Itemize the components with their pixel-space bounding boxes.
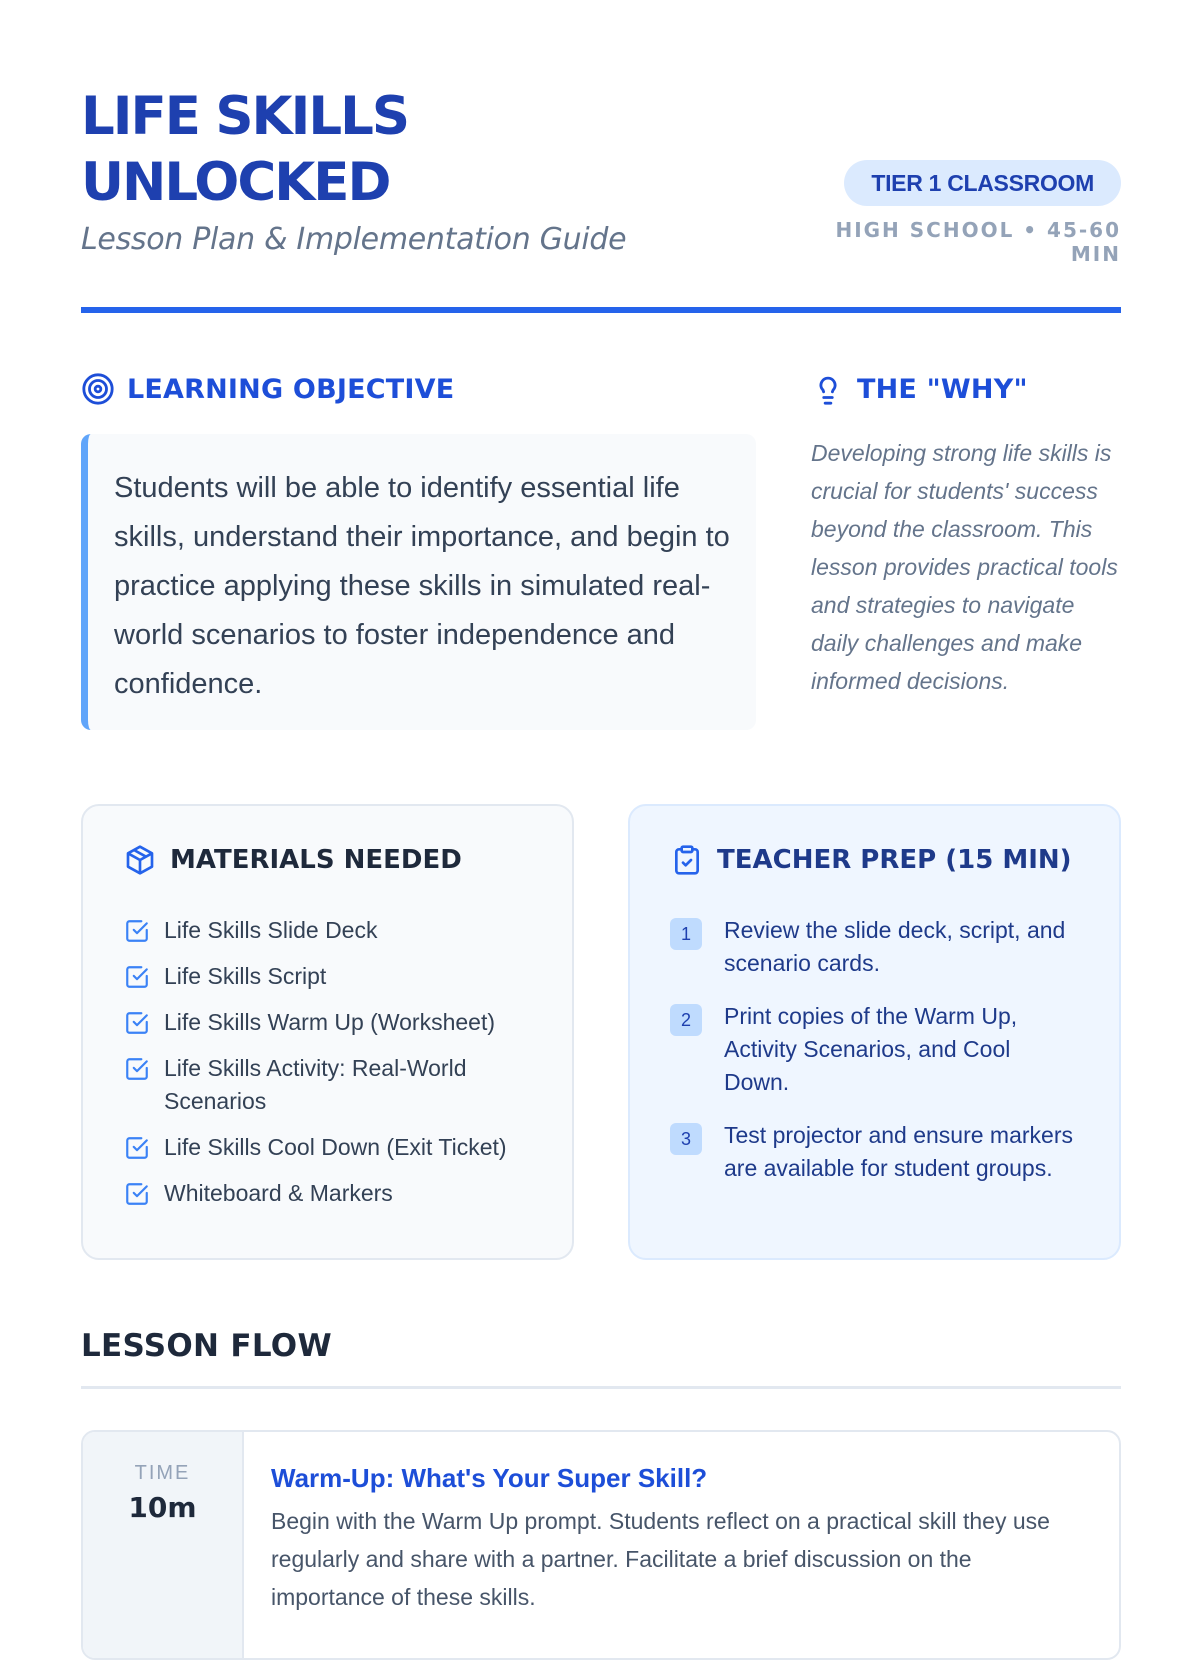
step-number-badge: 3 [670,1123,702,1155]
teacher-prep-heading [671,844,1072,876]
lesson-flow-divider [81,1386,1121,1389]
package-icon [124,844,156,876]
tier-badge: TIER 1 CLASSROOM [844,160,1121,206]
material-text: Life Skills Slide Deck [164,917,378,943]
time-value: 10m [128,1491,197,1524]
header-divider [81,307,1121,313]
checkbox-check-icon [124,1010,150,1036]
lesson-flow-step [81,1430,1121,1660]
lesson-flow-heading: LESSON FLOW [81,1328,332,1364]
clipboard-check-icon [671,844,703,876]
why-heading [811,372,1028,406]
list-item [124,1131,544,1164]
why-label: THE "WHY" [857,373,1028,405]
page-title: LIFE SKILLS UNLOCKED [81,86,409,213]
checkbox-check-icon [124,1181,150,1207]
material-text: Life Skills Cool Down (Exit Ticket) [164,1134,507,1160]
materials-label: MATERIALS NEEDED [170,845,462,875]
target-icon [81,372,115,406]
materials-list [124,914,544,1223]
teacher-prep-label: TEACHER PREP (15 MIN) [717,845,1072,875]
objective-text: Students will be able to identify essential life skills, understand their importance, and begin to practice applying these skills in simulated real-world scenarios to foster independence and confidence. [114,472,730,700]
prep-step-text: Review the slide deck, script, and scenario cards. [724,917,1066,976]
list-item [670,914,1080,980]
learning-objective-label: LEARNING OBJECTIVE [127,373,455,405]
step-description: Begin with the Warm Up prompt. Students reflect on a practical skill they use regularly and share with a partner. Facilitate a brief discussion on the importance of these skills. [271,1508,1050,1610]
checkbox-check-icon [124,918,150,944]
grade-duration-meta: HIGH SCHOOL • 45-60 MIN [835,218,1121,266]
time-label: TIME [134,1462,191,1484]
material-text: Life Skills Script [164,963,327,989]
material-text: Life Skills Warm Up (Worksheet) [164,1009,496,1035]
checkbox-check-icon [124,1056,150,1082]
step-number-badge: 1 [670,918,702,950]
learning-objective-heading [81,372,454,406]
material-text: Life Skills Activity: Real-World Scenarios [164,1055,467,1114]
list-item [124,914,544,947]
materials-card [81,804,574,1260]
list-item [124,1052,544,1118]
list-item [670,1000,1080,1099]
prep-step-text: Test projector and ensure markers are available for student groups. [724,1122,1073,1181]
list-item [124,960,544,993]
teacher-prep-card [628,804,1121,1260]
list-item [124,1177,544,1210]
checkbox-check-icon [124,1135,150,1161]
list-item [124,1006,544,1039]
why-text: Developing strong life skills is crucial for students' success beyond the classroom. This lesson provides practical tools and strategies to navigate daily challenges and make informed decisions. [811,440,1118,694]
checkbox-check-icon [124,964,150,990]
step-time-column [83,1432,244,1658]
lightbulb-icon [811,372,845,406]
page-subtitle: Lesson Plan & Implementation Guide [81,222,627,257]
materials-heading [124,844,462,876]
teacher-prep-list [670,914,1080,1205]
step-body [271,1462,1091,1616]
list-item [670,1119,1080,1185]
objective-box [81,434,756,730]
material-text: Whiteboard & Markers [164,1180,393,1206]
step-number-badge: 2 [670,1004,702,1036]
step-title: Warm-Up: What's Your Super Skill? [271,1463,708,1493]
prep-step-text: Print copies of the Warm Up, Activity Scenarios, and Cool Down. [724,1003,1018,1095]
